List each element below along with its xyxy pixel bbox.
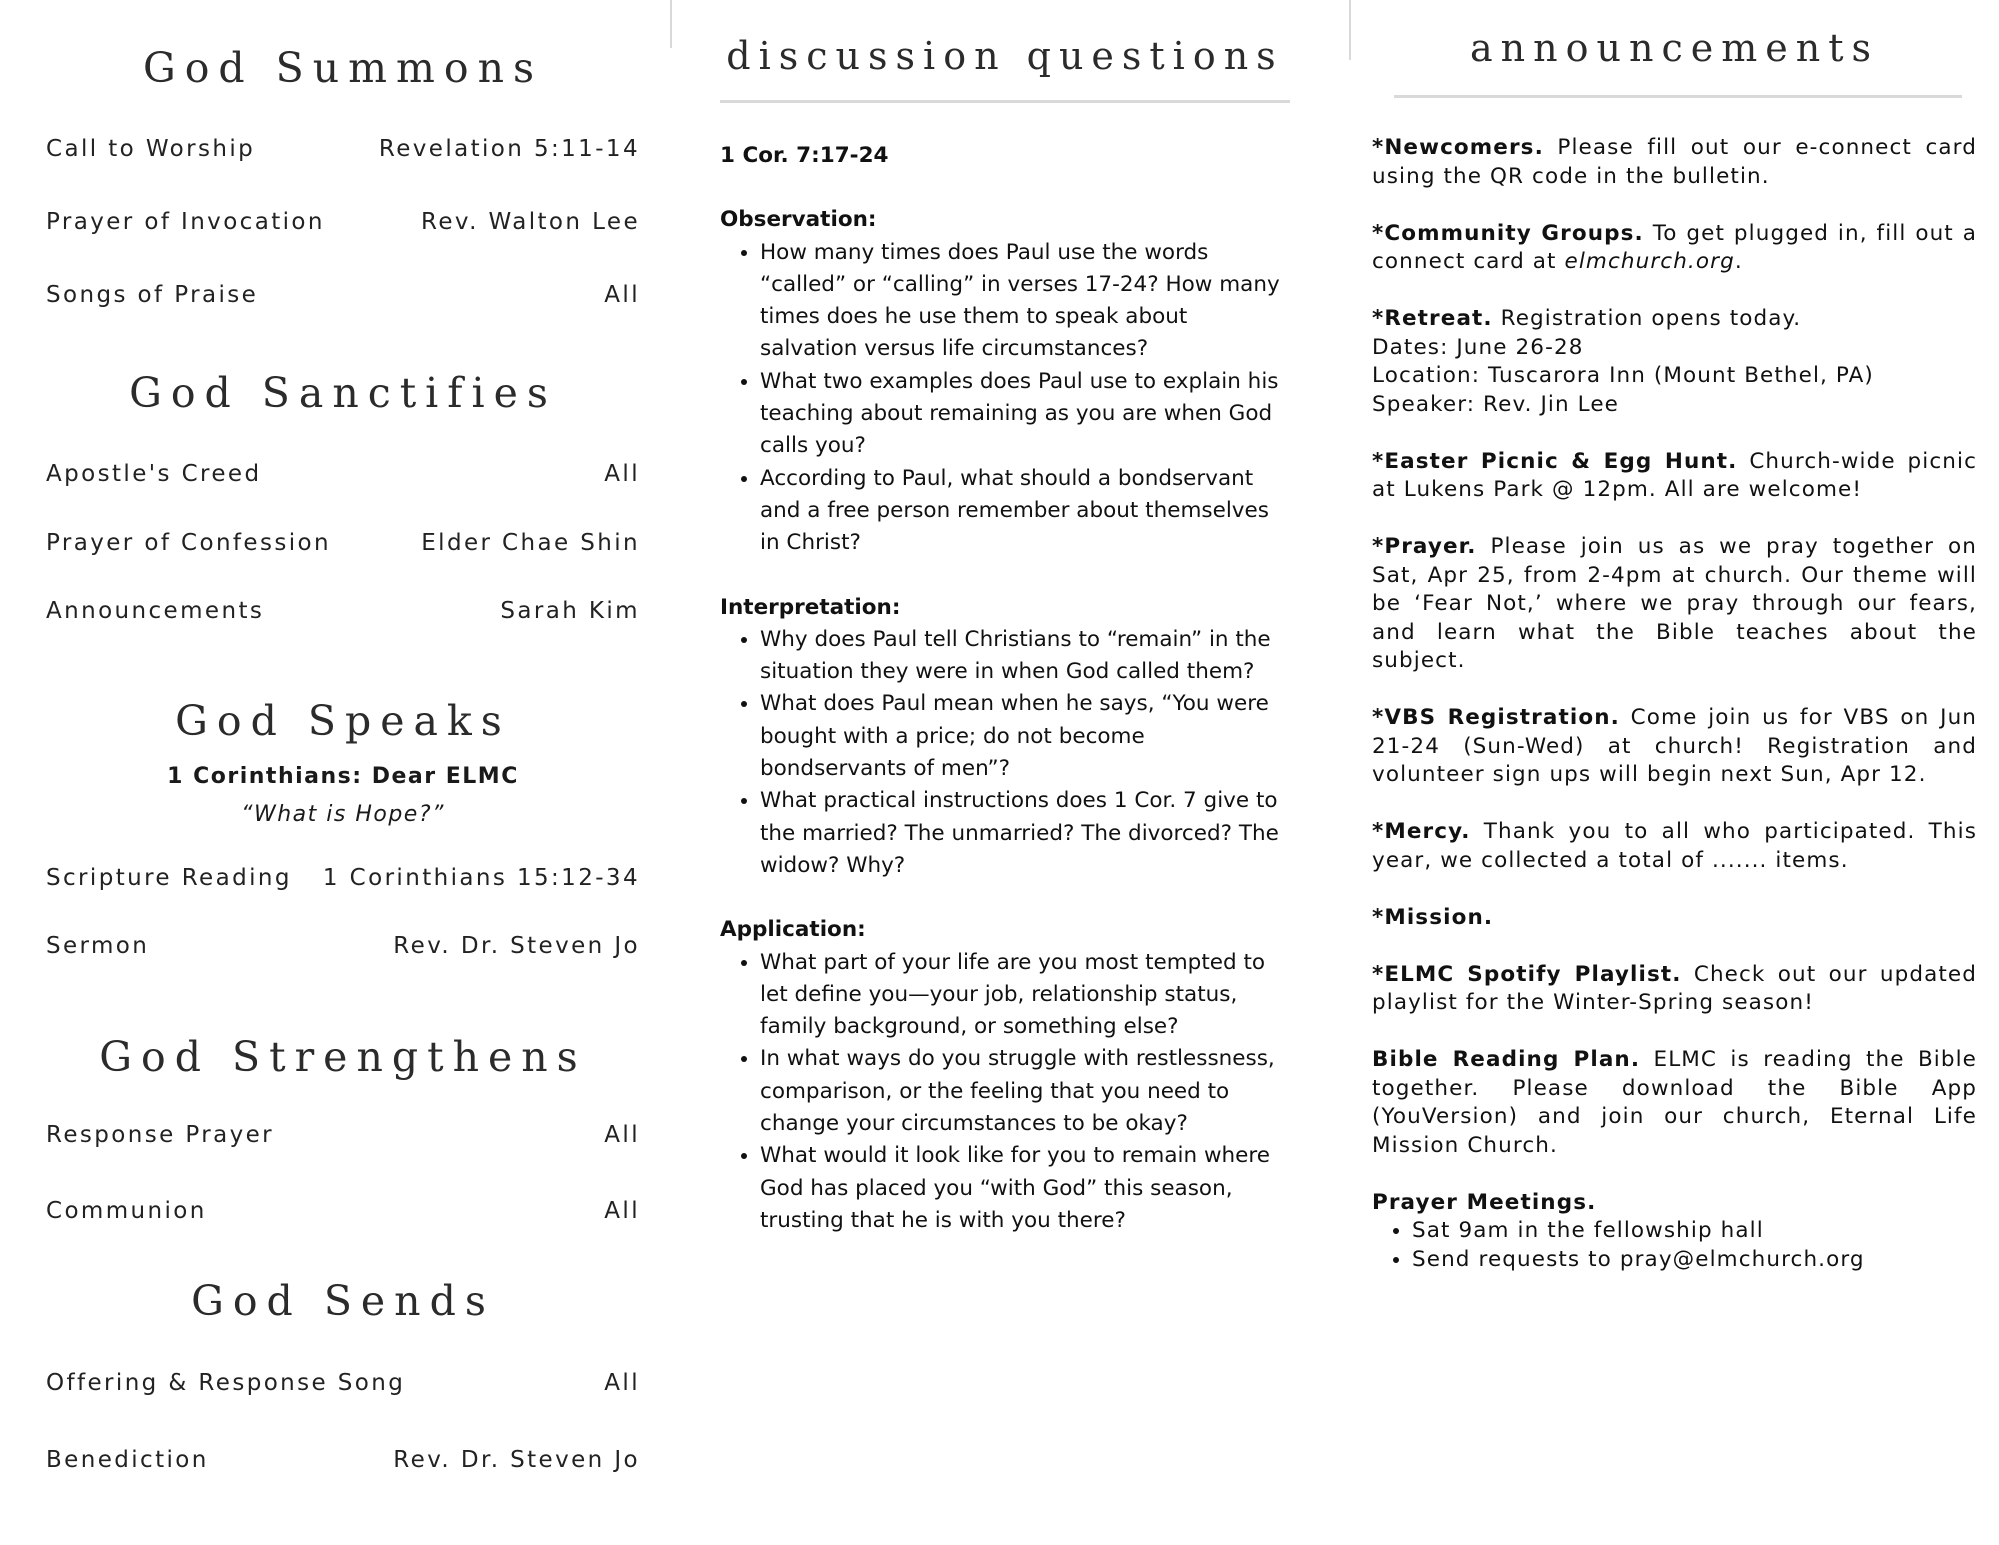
- question-item: • How many times does Paul use the words “called” or “calling” in verses 17-24? How many times does he use them to speak about salvation versus life circumstances?: [760, 237, 1290, 366]
- question-item: • What practical instructions does 1 Cor. 7 give to the married? The unmarried? The divorced? The widow? Why?: [760, 785, 1290, 882]
- announcement-text: Church-wide picnic at Lukens Park @ 12pm. All are welcome!: [1372, 448, 1977, 502]
- service-item-value: Rev. Walton Lee: [421, 209, 640, 235]
- announcements-heading: announcements: [1470, 26, 1879, 70]
- service-item: [46, 1198, 640, 1224]
- discussion-questions: [720, 140, 1290, 1237]
- service-item-label: Scripture Reading: [46, 865, 292, 891]
- prayer-meetings-list: [1372, 1217, 1977, 1274]
- passage-reference: 1 Cor. 7:17-24: [720, 143, 889, 168]
- service-item: [46, 1122, 640, 1148]
- service-item-value: Revelation 5:11-14: [378, 136, 640, 162]
- question-item: • What would it look like for you to remain where God has placed you “with God” this season, trusting that he is with you there?: [760, 1140, 1290, 1237]
- retreat-location: Location: Tuscarora Inn (Mount Bethel, PA): [1372, 363, 1874, 388]
- website-link[interactable]: elmchurch.org: [1564, 249, 1735, 274]
- service-item: [46, 530, 640, 556]
- announcement-newcomers: [1372, 134, 1977, 191]
- retreat-speaker: Speaker: Rev. Jin Lee: [1372, 391, 1620, 417]
- service-item: [46, 282, 640, 308]
- question-item: • Why does Paul tell Christians to “remain” in the situation they were in when God called them?: [760, 624, 1290, 689]
- service-item-label: Announcements: [46, 598, 265, 624]
- question-item: • According to Paul, what should a bondservant and a free person remember about themselves in Christ?: [760, 463, 1290, 560]
- announcement-text: To get plugged in, fill out a connect card at: [1372, 220, 1977, 274]
- service-item-value: Sarah Kim: [500, 598, 640, 624]
- service-item-value: All: [604, 282, 640, 308]
- service-item-label: Prayer of Confession: [46, 530, 331, 556]
- service-item-label: Response Prayer: [46, 1122, 275, 1148]
- announcement-prayer: [1372, 533, 1977, 676]
- service-item-label: Prayer of Invocation: [46, 209, 325, 235]
- announcement-text: Registration opens today.: [1500, 306, 1802, 331]
- retreat-dates: Dates: June 26-28: [1372, 334, 1584, 360]
- announcements-list: [1372, 134, 1977, 1274]
- sermon-title: “What is Hope?”: [241, 802, 445, 827]
- announcement-title: Prayer Meetings.: [1372, 1189, 1597, 1215]
- heading-underline: [720, 100, 1290, 103]
- announcement-mission: [1372, 904, 1977, 933]
- announcement-text-end: .: [1734, 249, 1743, 274]
- announcement-vbs: [1372, 704, 1977, 790]
- group-label-observation: Observation:: [720, 207, 877, 233]
- announcement-easter-picnic: [1372, 448, 1977, 505]
- announcement-spotify: [1372, 961, 1977, 1018]
- section-heading-god-sends: God Sends: [191, 1277, 495, 1325]
- service-item-label: Benediction: [46, 1447, 209, 1473]
- group-label-interpretation: Interpretation:: [720, 594, 901, 620]
- discussion-heading: discussion questions: [726, 34, 1284, 78]
- announcement-title: *Easter Picnic & Egg Hunt.: [1372, 448, 1738, 474]
- service-item-label: Apostle's Creed: [46, 461, 262, 487]
- service-item: [46, 933, 640, 959]
- announcement-retreat: [1372, 305, 1977, 419]
- service-item: [46, 209, 640, 235]
- list-item: • Send requests to pray@elmchurch.org: [1412, 1246, 1977, 1275]
- list-item: • Sat 9am in the fellowship hall: [1412, 1217, 1977, 1246]
- announcement-text: Come join us for VBS on Jun 21-24 (Sun-Wed) at church! Registration and volunteer sign ups will begin next Sun, Apr 12.: [1372, 705, 1978, 787]
- service-item: [46, 461, 640, 487]
- service-item: [46, 136, 640, 162]
- question-item: • What part of your life are you most tempted to let define you—your job, relationship status, family background, or something else?: [760, 947, 1290, 1044]
- announcement-title: *VBS Registration.: [1372, 705, 1620, 730]
- announcement-title: *Retreat.: [1372, 306, 1493, 331]
- question-item: • In what ways do you struggle with restlessness, comparison, or the feeling that you need to change your circumstances to be okay?: [760, 1043, 1290, 1140]
- question-list: [720, 237, 1290, 560]
- section-heading-god-sanctifies: God Sanctifies: [129, 369, 557, 417]
- announcement-title: Bible Reading Plan.: [1372, 1047, 1641, 1072]
- service-item-label: Communion: [46, 1198, 207, 1224]
- announcement-mercy: [1372, 818, 1977, 875]
- service-item-value: Rev. Dr. Steven Jo: [393, 1447, 640, 1473]
- announcement-text: Check out our updated playlist for the Winter-Spring season!: [1372, 961, 1977, 1015]
- service-item: [46, 1370, 640, 1396]
- announcement-community-groups: [1372, 220, 1977, 277]
- question-item: • What two examples does Paul use to explain his teaching about remaining as you are when God calls you?: [760, 366, 1290, 463]
- announcement-text: ELMC is reading the Bible together. Please download the Bible App (YouVersion) and join our church, Eternal Life Mission Church.: [1372, 1047, 1978, 1158]
- service-item: [46, 1447, 640, 1473]
- service-item-label: Songs of Praise: [46, 282, 259, 308]
- announcement-text: Please join us as we pray together on Sat, Apr 25, from 2-4pm at church. Our theme will be ‘Fear Not,’ where we pray through our fears, and learn what the Bible teaches about the subject.: [1372, 534, 1977, 673]
- question-list: [720, 947, 1290, 1238]
- question-item: • What does Paul mean when he says, “You were bought with a price; do not become bondservants of men”?: [760, 688, 1290, 785]
- announcement-title: *Mercy.: [1372, 819, 1471, 844]
- service-item-label: Call to Worship: [46, 136, 256, 162]
- section-heading-god-strengthens: God Strengthens: [99, 1033, 587, 1081]
- service-item-value: Rev. Dr. Steven Jo: [393, 933, 640, 959]
- column-divider: [670, 0, 672, 48]
- announcement-title: *Newcomers.: [1372, 135, 1544, 160]
- sermon-series: 1 Corinthians: Dear ELMC: [167, 764, 519, 789]
- service-item-value: All: [604, 1370, 640, 1396]
- announcement-prayer-meetings: [1372, 1189, 1977, 1275]
- service-item-value: All: [604, 1122, 640, 1148]
- announcement-title: *Mission.: [1372, 904, 1494, 930]
- service-item-value: Elder Chae Shin: [421, 530, 640, 556]
- announcement-title: *ELMC Spotify Playlist.: [1372, 961, 1682, 987]
- question-list: [720, 624, 1290, 882]
- column-divider: [1349, 0, 1351, 60]
- service-item-value: All: [604, 461, 640, 487]
- service-item: [46, 598, 640, 624]
- announcement-bible-reading: [1372, 1046, 1977, 1160]
- section-heading-god-summons: God Summons: [142, 44, 544, 92]
- service-item-label: Sermon: [46, 933, 150, 959]
- announcement-text: Thank you to all who participated. This year, we collected a total of ....... items.: [1372, 819, 1978, 873]
- group-label-application: Application:: [720, 917, 866, 943]
- service-item-label: Offering & Response Song: [46, 1370, 406, 1396]
- announcement-title: *Prayer.: [1372, 534, 1477, 559]
- service-item-value: All: [604, 1198, 640, 1224]
- heading-underline: [1394, 95, 1962, 98]
- section-heading-god-speaks: God Speaks: [175, 697, 511, 745]
- announcement-title: *Community Groups.: [1372, 220, 1644, 246]
- service-item: [46, 865, 640, 891]
- service-item-value: 1 Corinthians 15:12-34: [322, 865, 640, 891]
- announcement-text: Please fill out our e-connect card using the QR code in the bulletin.: [1372, 135, 1977, 189]
